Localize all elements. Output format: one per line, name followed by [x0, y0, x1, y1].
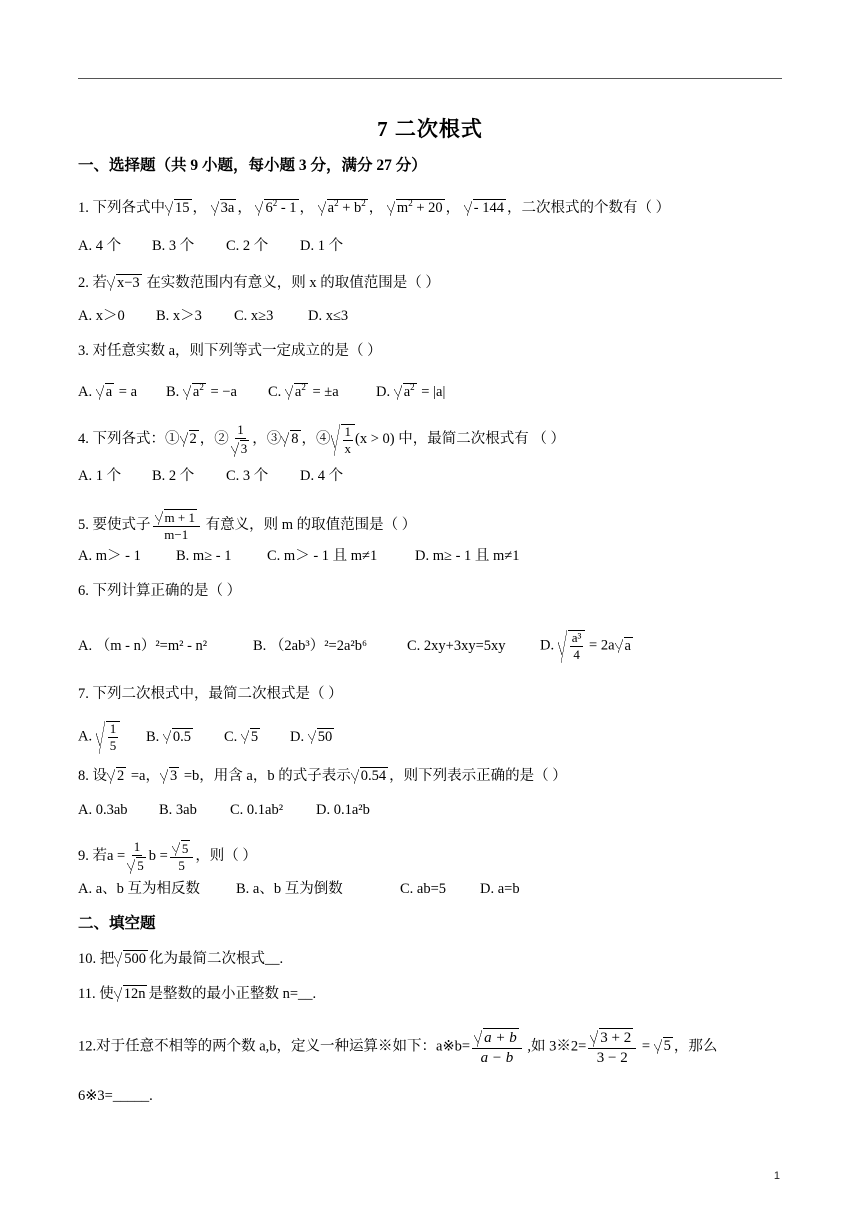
- page-title: 7 二次根式: [377, 117, 483, 141]
- sqrt-1-over-x: $\frac{1}{x}$: [331, 424, 356, 457]
- q6-option-a: A. （m - n）²=m² - n²: [78, 637, 208, 654]
- q5-options: [78, 549, 520, 564]
- question-1: 1. 下列各式中 15 ， 3a ， $6^2 - 1$ ， $a^2 + b^2$ ， $m^2 + 20$ ， - 144 ，二次根式的个数有（ ）: [78, 198, 671, 216]
- question-2: 2. 若 x−3 在实数范围内有意义，则 x 的取值范围是（ ）: [78, 275, 440, 291]
- q3-option-d: D. $a^2 = |a|$: [376, 382, 446, 400]
- frac-1-over-sqrt5: $\frac{1}{5}$: [127, 840, 147, 874]
- question-12: 12.对于任意不相等的两个数 a,b，定义一种运算※如下：a※b= $\frac{a + b}{a - b}$ ,如 3※2= $\frac{3 + 2}{3 - 2}$ = 5 ，那么: [78, 1030, 718, 1066]
- q3-option-b: B. $a^2 = -a$: [166, 382, 237, 400]
- question-4: 4. 下列各式：① 2 ，② $\frac{1}{3}$ ，③ 8 ，④ $\frac{1}{x}$ (x > 0) 中，最简二次根式有 （ ）: [78, 422, 565, 457]
- q4-option-d: D. 4 个: [300, 468, 344, 484]
- question-3: 3. 对任意实数 a，则下列等式一定成立的是（ ）: [78, 343, 382, 359]
- q4-option-c: C. 3 个: [226, 468, 269, 484]
- q6-option-c: C. 2xy+3xy=5xy: [407, 637, 506, 654]
- q2-option-d: D. x≤3: [308, 308, 349, 324]
- q1-prefix: 1. 下列各式中: [78, 200, 165, 216]
- q5-option-a: A. m＞ - 1: [78, 548, 141, 564]
- q1-option-c: C. 2 个: [226, 238, 269, 254]
- sqrt-neg-144: - 144: [464, 199, 506, 216]
- frac-sqrt5-over-5: $\frac{5}{5}$: [170, 840, 194, 874]
- q1-option-b: B. 3 个: [152, 238, 195, 254]
- q4-option-a: A. 1 个: [78, 468, 122, 484]
- q8-option-a: A. 0.3ab: [78, 802, 128, 818]
- q6-option-b: B. （2ab³）²=2a²b⁶: [253, 637, 368, 654]
- q7-option-d: D. 50: [290, 728, 333, 745]
- q2-option-a: A. x＞0: [78, 308, 125, 324]
- q3-option-a: A. a = a: [78, 384, 138, 400]
- question-6: 6. 下列计算正确的是（ ）: [78, 583, 242, 599]
- q8-options: [78, 803, 370, 818]
- q2-option-c: C. x≥3: [234, 308, 274, 324]
- q6-options: [78, 630, 634, 663]
- q1-option-a: A. 4 个: [78, 238, 122, 254]
- q9-option-d: D. a=b: [480, 881, 520, 897]
- q9-options: [78, 882, 520, 897]
- sqrt-3a: 3a: [211, 199, 237, 216]
- q1-suffix: ，二次根式的个数有（ ）: [506, 200, 671, 216]
- q1-option-d: D. 1 个: [300, 238, 344, 254]
- frac-sqrt-m1-over-m-1: $\frac{m + 1}{m-1}$: [153, 509, 200, 543]
- q6-option-d: D. $\frac{\text{a³}}{4}$ = 2a a: [540, 630, 631, 663]
- frac-def: $\frac{a + b}{a - b}$: [472, 1028, 522, 1066]
- sqrt-15: 15: [165, 199, 192, 216]
- question-5: 5. 要使式子 $\frac{m + 1}{m-1}$ 有意义，则 m 的取值范围是（ ）: [78, 510, 417, 543]
- q1-options: [78, 239, 343, 254]
- q5-option-b: B. m≥ - 1: [176, 548, 232, 564]
- q5-option-c: C. m＞ - 1 且 m≠1: [267, 548, 378, 564]
- question-7: 7. 下列二次根式中，最简二次根式是（ ）: [78, 686, 343, 702]
- section-heading-choice: 一、选择题（共 9 小题，每小题 3 分，满分 27 分）: [78, 157, 427, 174]
- q3-option-c: C. $a^2 = \pm a$: [268, 382, 339, 400]
- question-10: 10. 把 500 化为最简二次根式__.: [78, 951, 284, 967]
- sqrt-x-minus-3: x−3: [107, 274, 142, 291]
- q4-option-b: B. 2 个: [152, 468, 195, 484]
- q2-option-b: B. x＞3: [156, 308, 202, 324]
- q4-options: [78, 469, 343, 484]
- sqrt-m2-plus-20: $m^2 + 20$: [387, 199, 445, 216]
- q9-option-a: A. a、b 互为相反数: [78, 881, 201, 897]
- q7-option-c: C. 5: [224, 728, 259, 745]
- q9-option-b: B. a、b 互为倒数: [236, 881, 343, 897]
- frac-1-over-sqrt3: $\frac{1}{3}$: [231, 423, 251, 457]
- q9-option-c: C. ab=5: [400, 881, 447, 897]
- q7-option-a: A. $\frac{1}{5}$: [78, 721, 146, 754]
- q5-option-d: D. m≥ - 1 且 m≠1: [415, 548, 520, 564]
- sqrt-6sq-minus-1: $6^2 - 1$: [255, 199, 298, 216]
- page-number: 1: [773, 1170, 780, 1182]
- section-heading-fill: 二、填空题: [78, 915, 156, 932]
- q3-options: [78, 383, 445, 400]
- question-9: 9. 若a = $\frac{1}{5}$ b = $\frac{5}{5}$ ，则（ ）: [78, 839, 257, 874]
- q8-option-b: B. 3ab: [159, 802, 197, 818]
- question-8: 8. 设 2 =a， 3 =b，用含 a，b 的式子表示 0.54 ，则下列表示正确的是（ ）: [78, 768, 567, 784]
- q8-option-c: C. 0.1ab²: [230, 802, 284, 818]
- frac-example: $\frac{3 + 2}{3 - 2}$: [588, 1028, 636, 1066]
- sqrt-a2-plus-b2: $a^2 + b^2$: [318, 199, 368, 216]
- question-11: 11. 使 12n 是整数的最小正整数 n=__.: [78, 986, 317, 1002]
- q2-options: [78, 309, 348, 324]
- q12-answer-line: 6※3=_____.: [78, 1088, 153, 1104]
- q7-options: [78, 721, 335, 754]
- q7-option-b: B. 0.5: [146, 728, 192, 745]
- q8-option-d: D. 0.1a²b: [316, 802, 370, 818]
- header-rule: [78, 78, 782, 79]
